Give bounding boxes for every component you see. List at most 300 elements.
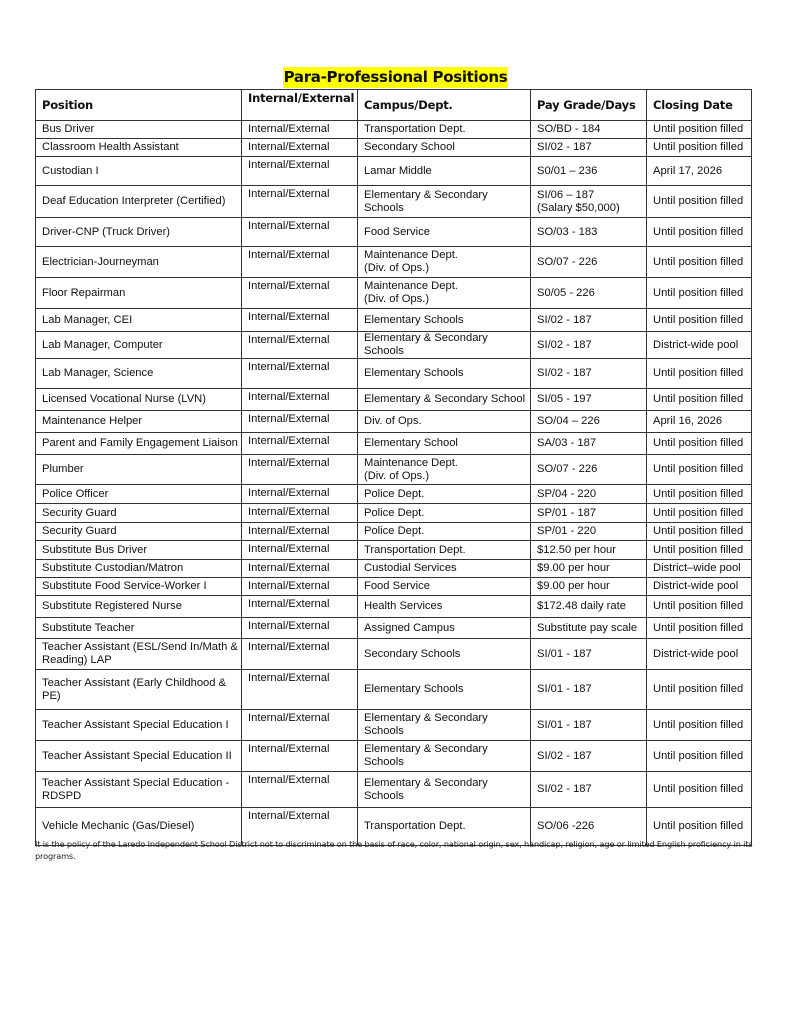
cell-closing-date-text: Until position filled — [653, 286, 744, 299]
cell-campus-dept — [358, 772, 531, 808]
cell-internal-external — [242, 523, 358, 541]
cell-position — [36, 485, 242, 504]
table-row — [36, 578, 752, 596]
table-row — [36, 560, 752, 578]
cell-pay-grade-days — [531, 455, 647, 485]
cell-position — [36, 359, 242, 389]
cell-pay-grade-days — [531, 121, 647, 139]
cell-position-text: Lab Manager, CEI — [42, 313, 133, 326]
cell-closing-date — [647, 618, 752, 639]
cell-internal-external-text: Internal/External — [248, 159, 330, 171]
cell-position-text: Teacher Assistant (ESL/Send In/Math & Reading) LAP — [42, 641, 238, 666]
cell-closing-date — [647, 541, 752, 560]
cell-pay-grade-days-text: Substitute pay scale — [537, 621, 638, 634]
cell-campus-dept — [358, 332, 531, 359]
cell-pay-grade-days-text: SI/02 - 187 — [537, 783, 592, 795]
cell-campus-dept — [358, 485, 531, 504]
cell-closing-date-text: Until position filled — [653, 506, 744, 519]
cell-internal-external-text: Internal/External — [248, 506, 330, 518]
cell-closing-date-text: District-wide pool — [653, 338, 739, 351]
table-row — [36, 433, 752, 455]
cell-internal-external — [242, 309, 358, 332]
cell-internal-external-text: Internal/External — [248, 487, 330, 499]
cell-internal-external-text: Internal/External — [248, 457, 330, 469]
cell-closing-date — [647, 670, 752, 710]
cell-closing-date — [647, 596, 752, 618]
cell-pay-grade-days-text: SP/04 - 220 — [537, 487, 597, 500]
cell-campus-dept — [358, 618, 531, 639]
cell-internal-external — [242, 247, 358, 278]
cell-pay-grade-days-text: $9.00 per hour — [537, 562, 610, 574]
cell-internal-external — [242, 186, 358, 218]
cell-internal-external-text: Internal/External — [248, 712, 330, 724]
cell-position-text: Licensed Vocational Nurse (LVN) — [42, 393, 206, 405]
cell-internal-external — [242, 332, 358, 359]
cell-internal-external — [242, 741, 358, 772]
cell-pay-grade-days-text: SA/03 - 187 — [537, 437, 597, 449]
table-row — [36, 359, 752, 389]
cell-closing-date-text: District–wide pool — [653, 562, 741, 574]
table-header-row — [36, 90, 752, 121]
cell-internal-external-text: Internal/External — [248, 249, 330, 261]
cell-campus-dept-text: Schools — [364, 756, 404, 768]
cell-campus-dept-text: Schools — [364, 725, 404, 737]
cell-internal-external — [242, 411, 358, 433]
cell-internal-external — [242, 578, 358, 596]
cell-closing-date-text: District-wide pool — [653, 647, 739, 660]
cell-campus-dept-text: Police Dept. — [364, 487, 425, 500]
cell-closing-date — [647, 639, 752, 670]
cell-internal-external-text: Internal/External — [248, 280, 330, 292]
cell-internal-external-text: Internal/External — [248, 435, 330, 447]
cell-campus-dept-text: Elementary Schools — [364, 313, 464, 326]
cell-campus-dept-text: Elementary & Secondary Schools — [364, 188, 488, 214]
cell-campus-dept — [358, 455, 531, 485]
cell-internal-external — [242, 670, 358, 710]
cell-internal-external — [242, 485, 358, 504]
cell-position-text: Teacher Assistant Special Education I — [42, 718, 229, 731]
cell-internal-external — [242, 560, 358, 578]
cell-internal-external — [242, 596, 358, 618]
cell-internal-external-text: Internal/External — [248, 620, 330, 632]
cell-campus-dept-text: Assigned Campus — [364, 621, 455, 634]
table-row — [36, 309, 752, 332]
cell-position — [36, 455, 242, 485]
cell-campus-dept-text: Elementary Schools — [364, 683, 464, 695]
cell-internal-external — [242, 278, 358, 309]
cell-position-text: Police Officer — [42, 487, 109, 500]
cell-closing-date — [647, 504, 752, 523]
cell-pay-grade-days-text: SI/02 - 187 — [537, 313, 592, 326]
header-position: Position — [36, 90, 242, 121]
table-row — [36, 278, 752, 309]
cell-campus-dept-text: Elementary & Secondary — [364, 743, 488, 755]
cell-campus-dept-text: Maintenance Dept. — [364, 280, 458, 292]
positions-table — [35, 89, 752, 846]
cell-campus-dept-text: Elementary School — [364, 437, 458, 449]
cell-position-text: Deaf Education Interpreter (Certified) — [42, 195, 226, 207]
cell-closing-date-text: Until position filled — [653, 225, 744, 238]
cell-campus-dept-text: Food Service — [364, 225, 430, 238]
cell-campus-dept-text: Schools — [364, 789, 404, 802]
cell-position — [36, 504, 242, 523]
cell-pay-grade-days — [531, 359, 647, 389]
cell-closing-date-text: Until position filled — [653, 525, 744, 537]
table-row — [36, 218, 752, 247]
cell-pay-grade-days — [531, 218, 647, 247]
cell-closing-date-text: April 17, 2026 — [653, 164, 723, 177]
cell-campus-dept-text: Lamar Middle — [364, 164, 432, 177]
cell-closing-date — [647, 218, 752, 247]
cell-closing-date-text: Until position filled — [653, 749, 744, 762]
cell-closing-date — [647, 578, 752, 596]
page-title: Para-Professional Positions — [283, 68, 508, 86]
cell-internal-external — [242, 389, 358, 411]
cell-internal-external — [242, 639, 358, 670]
cell-pay-grade-days — [531, 278, 647, 309]
cell-internal-external — [242, 618, 358, 639]
cell-closing-date — [647, 139, 752, 157]
cell-campus-dept-text: (Div. of Ops.) — [364, 469, 430, 482]
cell-pay-grade-days-text: SI/05 - 197 — [537, 393, 592, 405]
cell-pay-grade-days — [531, 247, 647, 278]
cell-internal-external-text: Internal/External — [248, 188, 330, 200]
cell-position — [36, 411, 242, 433]
cell-internal-external-text: Internal/External — [248, 672, 330, 684]
cell-position — [36, 139, 242, 157]
table-row — [36, 772, 752, 808]
cell-internal-external-text: Internal/External — [248, 334, 330, 346]
cell-internal-external-text: Internal/External — [248, 361, 330, 373]
cell-internal-external-text: Internal/External — [248, 543, 330, 555]
table-row — [36, 710, 752, 741]
cell-internal-external — [242, 541, 358, 560]
table-row — [36, 247, 752, 278]
cell-position-text: Floor Repairman — [42, 286, 126, 299]
cell-campus-dept — [358, 639, 531, 670]
cell-position — [36, 523, 242, 541]
cell-pay-grade-days — [531, 485, 647, 504]
cell-campus-dept — [358, 157, 531, 186]
cell-position-text: Maintenance Helper — [42, 415, 143, 427]
cell-closing-date — [647, 523, 752, 541]
cell-position — [36, 772, 242, 808]
cell-position — [36, 670, 242, 710]
cell-closing-date-text: Until position filled — [653, 195, 744, 207]
cell-closing-date-text: Until position filled — [653, 437, 744, 449]
table-row — [36, 639, 752, 670]
cell-closing-date-text: Until position filled — [653, 600, 744, 612]
cell-closing-date — [647, 309, 752, 332]
cell-campus-dept-text: Transportation Dept. — [364, 123, 466, 135]
cell-internal-external — [242, 504, 358, 523]
cell-pay-grade-days — [531, 411, 647, 433]
cell-campus-dept-text: Food Service — [364, 580, 430, 592]
cell-closing-date-text: Until position filled — [653, 367, 744, 379]
cell-internal-external — [242, 710, 358, 741]
cell-internal-external — [242, 157, 358, 186]
cell-pay-grade-days — [531, 670, 647, 710]
cell-campus-dept — [358, 359, 531, 389]
table-row — [36, 523, 752, 541]
cell-position — [36, 332, 242, 359]
cell-campus-dept-text: Police Dept. — [364, 506, 425, 519]
cell-campus-dept-text: Elementary & Secondary Schools — [364, 332, 488, 357]
cell-closing-date-text: Until position filled — [653, 141, 744, 153]
cell-campus-dept — [358, 541, 531, 560]
cell-closing-date-text: Until position filled — [653, 123, 744, 135]
cell-pay-grade-days — [531, 596, 647, 618]
cell-closing-date — [647, 247, 752, 278]
cell-pay-grade-days-text: $12.50 per hour — [537, 543, 616, 556]
cell-position-text: Lab Manager, Science — [42, 367, 154, 379]
cell-position — [36, 121, 242, 139]
cell-internal-external — [242, 772, 358, 808]
cell-position-text: Electrician-Journeyman — [42, 255, 159, 268]
cell-campus-dept — [358, 578, 531, 596]
cell-campus-dept — [358, 741, 531, 772]
cell-campus-dept-text: Health Services — [364, 600, 443, 612]
cell-internal-external — [242, 433, 358, 455]
table-row — [36, 485, 752, 504]
cell-position-text: Classroom Health Assistant — [42, 141, 179, 153]
cell-closing-date — [647, 433, 752, 455]
cell-pay-grade-days — [531, 578, 647, 596]
cell-campus-dept-text: Secondary School — [364, 141, 455, 153]
cell-position-text: Teacher Assistant Special Education - RDSPD — [42, 776, 230, 802]
cell-closing-date — [647, 389, 752, 411]
cell-pay-grade-days — [531, 389, 647, 411]
cell-pay-grade-days-text: $9.00 per hour — [537, 580, 610, 592]
cell-pay-grade-days — [531, 541, 647, 560]
cell-position — [36, 710, 242, 741]
cell-pay-grade-days-text: S0/01 – 236 — [537, 164, 598, 177]
cell-pay-grade-days — [531, 309, 647, 332]
cell-position-text: Parent and Family Engagement Liaison — [42, 437, 238, 449]
cell-pay-grade-days-text: (Salary $50,000) — [537, 201, 620, 214]
table-row — [36, 186, 752, 218]
cell-campus-dept — [358, 433, 531, 455]
table-row — [36, 618, 752, 639]
cell-position — [36, 278, 242, 309]
cell-closing-date — [647, 772, 752, 808]
cell-campus-dept-text: Transportation Dept. — [364, 543, 466, 556]
cell-campus-dept — [358, 121, 531, 139]
cell-position-text: Security Guard — [42, 506, 117, 519]
cell-position-text: Substitute Food Service-Worker I — [42, 580, 207, 592]
cell-campus-dept-text: Elementary & Secondary School — [364, 393, 526, 405]
cell-closing-date-text: Until position filled — [653, 487, 744, 500]
cell-pay-grade-days-text: SI/06 – 187 — [537, 188, 595, 201]
cell-campus-dept-text: Custodial Services — [364, 562, 457, 574]
header-closing-date: Closing Date — [647, 90, 752, 121]
cell-closing-date — [647, 332, 752, 359]
cell-closing-date — [647, 411, 752, 433]
cell-pay-grade-days — [531, 560, 647, 578]
cell-position — [36, 247, 242, 278]
cell-closing-date — [647, 485, 752, 504]
cell-pay-grade-days — [531, 523, 647, 541]
cell-campus-dept-text: (Div. of Ops.) — [364, 262, 430, 274]
cell-campus-dept — [358, 186, 531, 218]
cell-position — [36, 157, 242, 186]
cell-position — [36, 596, 242, 618]
cell-closing-date-text: Until position filled — [653, 718, 744, 731]
table-row — [36, 121, 752, 139]
cell-pay-grade-days — [531, 186, 647, 218]
cell-closing-date — [647, 121, 752, 139]
cell-position — [36, 578, 242, 596]
cell-pay-grade-days-text: SI/02 - 187 — [537, 749, 592, 762]
cell-pay-grade-days — [531, 618, 647, 639]
cell-pay-grade-days-text: SP/01 - 187 — [537, 506, 597, 519]
cell-campus-dept — [358, 218, 531, 247]
cell-position-text: Lab Manager, Computer — [42, 338, 163, 351]
cell-position-text: Security Guard — [42, 525, 117, 537]
cell-position — [36, 218, 242, 247]
cell-internal-external-text: Internal/External — [248, 123, 330, 135]
cell-closing-date-text: Until position filled — [653, 683, 744, 695]
cell-closing-date — [647, 186, 752, 218]
cell-position-text: Plumber — [42, 463, 84, 475]
cell-pay-grade-days-text: SO/04 – 226 — [537, 415, 600, 427]
cell-position-text: Substitute Bus Driver — [42, 543, 148, 556]
cell-campus-dept-text: Elementary & Secondary — [364, 712, 488, 724]
table-row — [36, 157, 752, 186]
cell-closing-date — [647, 560, 752, 578]
cell-campus-dept-text: Maintenance Dept. — [364, 249, 458, 261]
cell-internal-external — [242, 455, 358, 485]
cell-campus-dept-text: Police Dept. — [364, 525, 425, 537]
header-internal-external: Internal/External — [242, 90, 358, 121]
cell-closing-date-text: Until position filled — [653, 313, 744, 326]
cell-position-text: Substitute Registered Nurse — [42, 600, 182, 612]
table-row — [36, 139, 752, 157]
cell-internal-external-text: Internal/External — [248, 641, 330, 653]
cell-pay-grade-days-text: SO/07 - 226 — [537, 255, 598, 268]
cell-pay-grade-days-text: SO/BD - 184 — [537, 123, 601, 135]
cell-internal-external-text: Internal/External — [248, 220, 330, 232]
cell-closing-date — [647, 278, 752, 309]
cell-closing-date-text: Until position filled — [653, 621, 744, 634]
cell-internal-external — [242, 139, 358, 157]
cell-closing-date — [647, 741, 752, 772]
cell-internal-external — [242, 218, 358, 247]
cell-pay-grade-days — [531, 639, 647, 670]
cell-position-text: Teacher Assistant (Early Childhood & PE) — [42, 676, 227, 702]
cell-position — [36, 639, 242, 670]
table-row — [36, 411, 752, 433]
cell-position — [36, 541, 242, 560]
header-pay-grade-days: Pay Grade/Days — [531, 90, 647, 121]
cell-internal-external-text: Internal/External — [248, 525, 330, 537]
cell-closing-date — [647, 359, 752, 389]
cell-closing-date-text: Until position filled — [653, 783, 744, 795]
cell-pay-grade-days-text: SO/06 -226 — [537, 820, 595, 832]
cell-position — [36, 309, 242, 332]
cell-campus-dept — [358, 670, 531, 710]
cell-internal-external-text: Internal/External — [248, 311, 330, 323]
cell-pay-grade-days — [531, 139, 647, 157]
cell-campus-dept — [358, 504, 531, 523]
cell-pay-grade-days-text: SI/02 - 187 — [537, 367, 592, 379]
cell-pay-grade-days-text: SI/01 - 187 — [537, 683, 592, 695]
cell-internal-external — [242, 359, 358, 389]
cell-closing-date-text: District-wide pool — [653, 580, 739, 592]
cell-campus-dept — [358, 247, 531, 278]
cell-internal-external-text: Internal/External — [248, 413, 330, 425]
cell-campus-dept-text: (Div. of Ops.) — [364, 293, 430, 305]
cell-pay-grade-days-text: SP/01 - 220 — [537, 525, 597, 537]
cell-pay-grade-days-text: SO/07 - 226 — [537, 463, 598, 475]
cell-campus-dept — [358, 139, 531, 157]
cell-closing-date-text: April 16, 2026 — [653, 415, 723, 427]
cell-campus-dept — [358, 389, 531, 411]
cell-closing-date — [647, 455, 752, 485]
cell-campus-dept — [358, 596, 531, 618]
cell-internal-external-text: Internal/External — [248, 743, 330, 755]
table-row — [36, 741, 752, 772]
cell-pay-grade-days — [531, 710, 647, 741]
cell-pay-grade-days — [531, 157, 647, 186]
cell-internal-external-text: Internal/External — [248, 141, 330, 153]
cell-position-text: Substitute Teacher — [42, 621, 135, 634]
cell-pay-grade-days — [531, 772, 647, 808]
cell-pay-grade-days — [531, 332, 647, 359]
cell-campus-dept-text: Transportation Dept. — [364, 820, 466, 832]
cell-position-text: Substitute Custodian/Matron — [42, 562, 184, 574]
cell-position — [36, 560, 242, 578]
cell-pay-grade-days-text: SI/02 - 187 — [537, 141, 592, 153]
table-body — [36, 121, 752, 846]
cell-position — [36, 186, 242, 218]
cell-internal-external-text: Internal/External — [248, 598, 330, 610]
non-discrimination-policy-note: It is the policy of the Laredo Independent School District not to discriminate on the basis of race, color, national origin, sex, handicap, religion, age or limited English proficiency in its programs. — [35, 839, 753, 861]
header-campus-dept: Campus/Dept. — [358, 90, 531, 121]
cell-position-text: Bus Driver — [42, 123, 95, 135]
table-row — [36, 670, 752, 710]
cell-campus-dept — [358, 560, 531, 578]
cell-closing-date — [647, 157, 752, 186]
table-row — [36, 596, 752, 618]
cell-pay-grade-days-text: $172.48 daily rate — [537, 600, 626, 612]
cell-campus-dept-text: Elementary & Secondary — [364, 776, 488, 789]
cell-position — [36, 618, 242, 639]
cell-campus-dept — [358, 411, 531, 433]
cell-internal-external-text: Internal/External — [248, 562, 330, 574]
cell-closing-date-text: Until position filled — [653, 543, 744, 556]
cell-campus-dept — [358, 278, 531, 309]
cell-position-text: Vehicle Mechanic (Gas/Diesel) — [42, 820, 195, 832]
table-row — [36, 332, 752, 359]
cell-campus-dept — [358, 309, 531, 332]
table-row — [36, 455, 752, 485]
cell-campus-dept — [358, 710, 531, 741]
table-row — [36, 504, 752, 523]
cell-pay-grade-days-text: S0/05 - 226 — [537, 286, 595, 299]
cell-position — [36, 389, 242, 411]
cell-internal-external-text: Internal/External — [248, 774, 330, 786]
cell-closing-date-text: Until position filled — [653, 393, 744, 405]
cell-pay-grade-days-text: SI/02 - 187 — [537, 338, 592, 351]
cell-internal-external — [242, 121, 358, 139]
cell-campus-dept — [358, 523, 531, 541]
cell-pay-grade-days — [531, 741, 647, 772]
cell-internal-external-text: Internal/External — [248, 810, 330, 822]
title-wrap — [0, 67, 791, 88]
cell-campus-dept-text: Maintenance Dept. — [364, 456, 458, 469]
cell-closing-date-text: Until position filled — [653, 255, 744, 268]
